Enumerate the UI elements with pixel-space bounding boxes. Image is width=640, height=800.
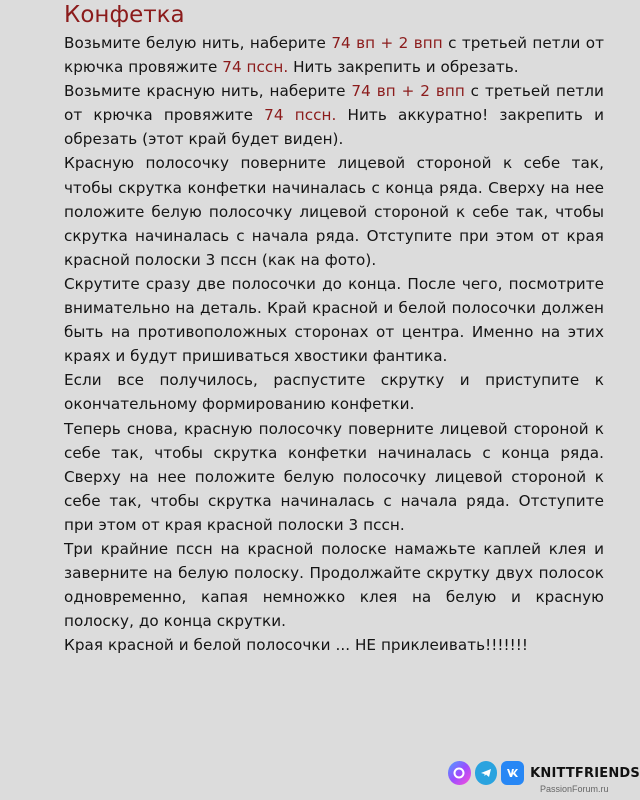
paragraph-4: Скрутите сразу две полосочки до конца. После чего, посмотрите внимательно на деталь. Край красной и белой полосочки должен быть на противоположных сторонах от центра. Именно на этих краях и будут пришиваться хвостики фантика.: [64, 274, 604, 366]
paragraph-1: [64, 31, 604, 79]
p2-highlight-2: 74 пссн.: [264, 106, 337, 125]
p1-text-2: с третьей петли от крючка провяжите: [64, 34, 604, 77]
paragraph-7: Три крайние пссн на красной полоске намажьте каплей клея и заверните на белую полоску. Продолжайте скрутку двух полосок одновременно, капая немножко клея на белую и красную полоску, до конца скрутки.: [64, 539, 604, 631]
p2-highlight-1: 74 вп + 2 впп: [351, 82, 465, 101]
p2-text-3: Нить аккуратно! закрепить и обрезать (этот край будет виден).: [64, 106, 604, 149]
p2-text-2: с третьей петли от крючка провяжите: [64, 82, 604, 125]
paragraph-8: Края красной и белой полосочки ... НЕ приклеивать!!!!!!!: [64, 636, 529, 655]
p1-text-3: Нить закрепить и обрезать.: [288, 58, 519, 77]
paragraph-3: Красную полосочку поверните лицевой стороной к себе так, чтобы скрутка конфетки начиналась с конца ряда. Сверху на нее положите белую полосочку лицевой стороной к себе так, чтобы скрутка начиналась с начала ряда. Отступите при этом от края красной полоски 3 пссн (как на фото).: [64, 154, 604, 269]
instructions-body: [64, 31, 604, 657]
page-title: Конфетка: [64, 2, 185, 28]
p2-text-1: Возьмите красную нить, наберите: [64, 82, 352, 101]
telegram-icon[interactable]: [475, 761, 498, 785]
p1-highlight-2: 74 пссн.: [222, 58, 289, 77]
paragraph-5: Если все получилось, распустите скрутку и приступите к окончательному формированию конфетки.: [64, 371, 604, 414]
paragraph-6: Теперь снова, красную полосочку поверните лицевой стороной к себе так, чтобы скрутка конфетки начиналась с конца ряда. Сверху на нее положите белую полосочку лицевой стороной к себе так, чтобы скрутка начиналась с начала ряда. Отступите при этом от края красной полоски 3 пссн.: [64, 419, 604, 534]
site-label: PassionForum.ru: [540, 784, 609, 794]
max-icon[interactable]: [448, 761, 471, 785]
paragraph-2: [64, 79, 604, 151]
p1-highlight-1: 74 вп + 2 впп: [331, 34, 443, 52]
vk-icon[interactable]: [501, 761, 524, 785]
brand-label: KNITTFRIENDS: [530, 765, 640, 781]
p1-text-1: Возьмите белую нить, наберите: [64, 34, 332, 52]
